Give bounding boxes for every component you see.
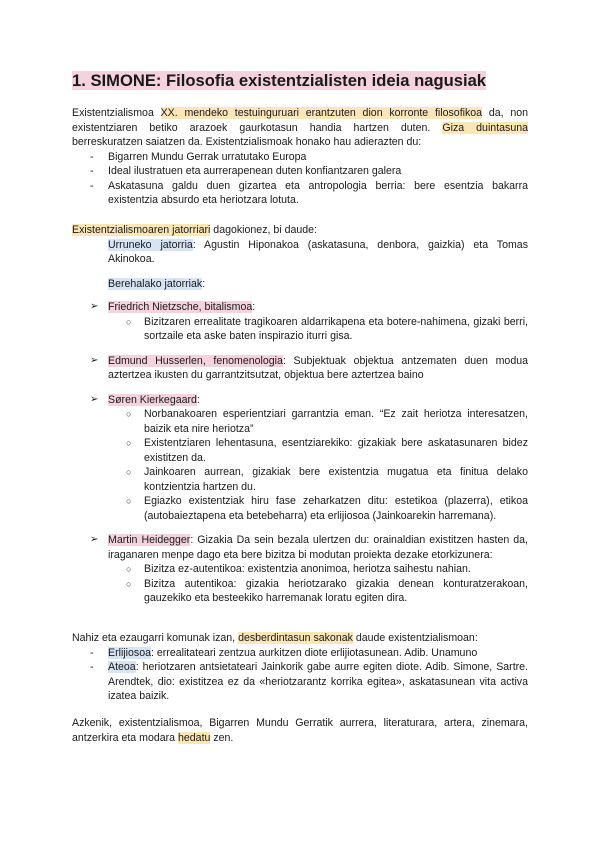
list-item: ○ Norbanakoaren esperientziari garrantzia eman. “Ez zait heriotza interesatzen, baizik eta nire heriotza” xyxy=(108,407,528,436)
list-item: ○ Jainkoaren aurrean, gizakiak bere existentzia mugatua eta finitua delako kontzientzia hartzen du. xyxy=(108,465,528,494)
nietzsche-sublist xyxy=(108,315,528,344)
thinker-nietzsche: ➢ Friedrich Nietzsche, bitalismoa: ○ Bizitzaren errealitate tragikoaren aldarrikapena eta botere-nahimena, gizaki berri, sortzaile eta aske baten inspirazio iturri gisa. xyxy=(72,300,528,344)
arrow-bullet-icon: ➢ xyxy=(90,393,99,405)
differences-list xyxy=(72,646,528,704)
list-item: ○ Bizitza autentikoa: gizakia heriotzarako gizakia denean konturatzerakoan, gauzekiko eta besteekiko harremanak loratu egiten dira. xyxy=(108,577,528,606)
kierkegaard-sublist xyxy=(108,407,528,523)
thinker-husserl: ➢ Edmund Husserlen, fenomenologia: Subjektuak objektua antzematen duen modua aztertzea ikusten du garrantzitsutzat, objektua bere aztertzea baino xyxy=(90,354,528,381)
differences-section xyxy=(72,631,528,704)
intro-paragraph: Existentzialismoa XX. mendeko testuinguruari erantzuten dion korronte filosofikoa da, non existentziaren betiko arazoek gaurkotasun handia hartzen duten. Giza duintasuna berreskuratzen saiatzen da. Existentzialismoak honako hau adierazten du: xyxy=(72,107,528,148)
intro-section xyxy=(72,106,528,208)
thinker-kierkegaard: ➢ Søren Kierkegaard: ○ Norbanakoaren esperientziari garrantzia eman. “Ez zait heriotza interesatzen, baizik eta nire heriotza” ○ Existentziaren lehentasuna, esentziarekiko: gizakiak bere askatasunaren bidez existitzen da. ○ Jainkoaren aurrean, gizakiak bere existentzia mugatua eta finitua delako kontzientzia hartzen du. ○ Egiazko existentziak hiru fase zeharkatzen ditu: estetikoa (plazerra), etikoa (autobaieztapena eta betebeharra) eta erlijiosoa (Jainkoarekin harremana). xyxy=(72,393,528,524)
list-item: ○ Existentziaren lehentasuna, esentziarekiko: gizakiak bere askatasunaren bidez existitzen da. xyxy=(108,436,528,465)
list-item: ○ Bizitzaren errealitate tragikoaren aldarrikapena eta botere-nahimena, gizaki berri, sortzaile eta aske baten inspirazio iturri gisa. xyxy=(108,315,528,344)
origins-section xyxy=(72,223,528,291)
list-item: - Ateoa: heriotzaren antsietateari Jainkorik gabe aurre egiten diote. Adib. Simone, Sartre. Arendtek, dio: existitzea ez da «heriotzarantz korrika egitea», askatasunean vita activa izatea baizik. xyxy=(72,660,528,704)
conclusion-section xyxy=(72,716,528,745)
arrow-bullet-icon: ➢ xyxy=(90,301,99,312)
far-origin: Urruneko jatorria: Agustin Hiponakoa (askatasuna, denbora, gaizkia) eta Tomas Akinokoa. xyxy=(108,238,528,265)
list-item: - Ideal ilustratuen eta aurrerapenean duten konfiantzaren galera xyxy=(72,164,528,179)
thinker-heidegger: ➢ Martin Heidegger: Gizakia Da sein bezala ulertzen du: orainaldian existitzen hasten da, iraganaren menpe dago eta bere bizitza bi modutan proiekta dezake etorkizunera: ○ Bizitza ez-autentikoa: existentzia anonimoa, heriotza saihestu nahian. ○ Bizitza autentikoa: gizakia heriotzarako gizakia denean konturatzerakoan, gauzekiko eta besteekiko harremanak loratu egiten dira. xyxy=(72,533,528,606)
intro-list xyxy=(72,150,528,208)
origins-paragraph: Existentzialismoaren jatorriari dagokionez, bi daude: xyxy=(72,224,317,236)
heidegger-sublist xyxy=(108,562,528,606)
differences-paragraph: Nahiz eta ezaugarri komunak izan, desberdintasun sakonak daude existentzialismoan: xyxy=(72,632,478,644)
conclusion-paragraph: Azkenik, existentzialismoa, Bigarren Mundu Gerratik aurrera, literaturara, artera, zinemara, antzerkira eta modara hedatu zen. xyxy=(72,717,528,744)
list-item: - Bigarren Mundu Gerrak urratutako Europa xyxy=(72,150,528,165)
list-item: ○ Bizitza ez-autentikoa: existentzia anonimoa, heriotza saihestu nahian. xyxy=(108,562,528,577)
page-title: 1. SIMONE: Filosofia existentzialisten ideia nagusiak xyxy=(72,71,487,90)
near-origins-label: Berehalako jatorriak: xyxy=(108,277,206,290)
arrow-bullet-icon: ➢ xyxy=(90,354,99,366)
arrow-bullet-icon: ➢ xyxy=(90,534,99,545)
thinkers-list xyxy=(72,300,528,606)
list-item: - Erlijiosoa: errealitateari zentzua aurkitzen diote erlijiotasunean. Adib. Unamuno xyxy=(72,646,528,661)
list-item: - Askatasuna galdu duen gizartea eta antropologia berria: bere esentzia bakarra existentzia absurdo eta heriotzara lotuta. xyxy=(72,179,528,208)
list-item: ○ Egiazko existentziak hiru fase zeharkatzen ditu: estetikoa (plazerra), etikoa (autobaieztapena eta betebeharra) eta erlijiosoa (Jainkoarekin harremana). xyxy=(108,494,528,523)
